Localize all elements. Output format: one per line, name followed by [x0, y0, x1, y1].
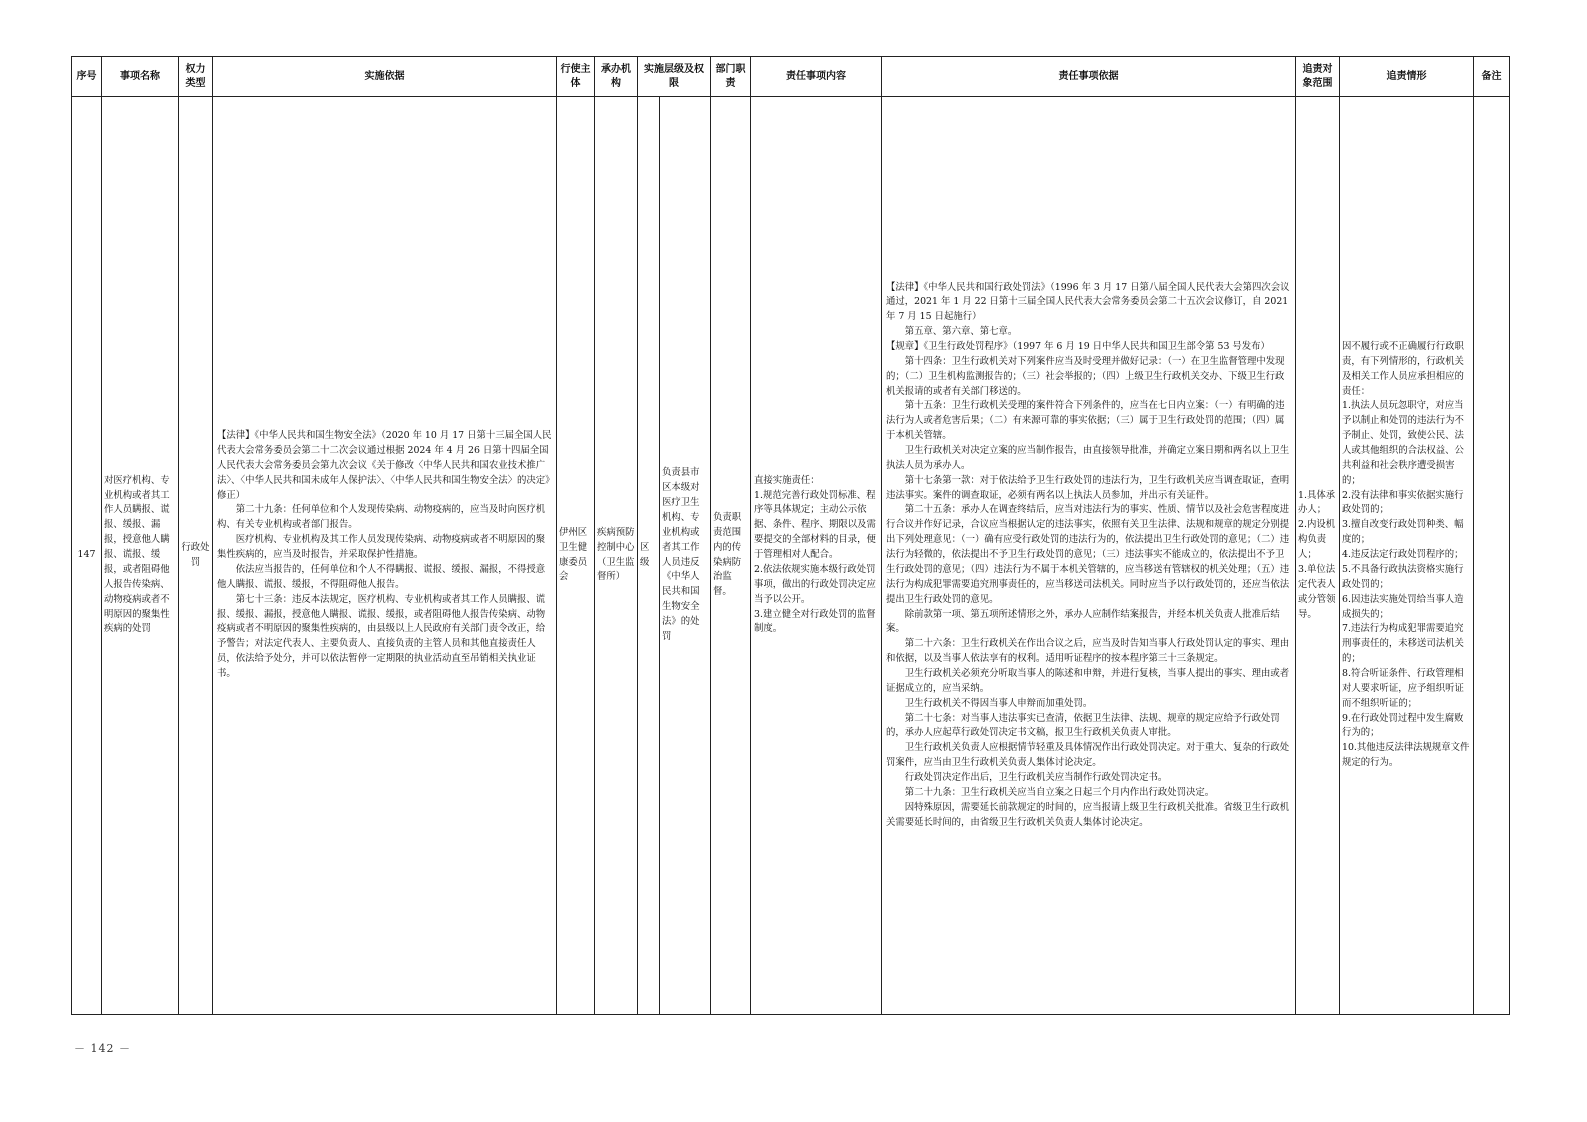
header-scope: 追责对象范围: [1296, 57, 1340, 97]
basis-para: 【法律】《中华人民共和国生物安全法》（2020 年 10 月 17 日第十三届全国人民代表大会常务委员会第二十二次会议通过根据 2024 年 4 月 26 日第十四届全国人民代表大会常务委员会第九次会议《关于修改〈中华人民共和国农业技术推广法〉、〈中华人民共和国未成年人保护法〉、〈中华人民共和国生物安全法〉的决定》修正）: [217, 430, 552, 501]
resp-content-para: 直接实施责任：: [754, 474, 820, 486]
cell-duty: 负责职责范围内的传染病防治监督。: [711, 97, 751, 1015]
header-subject: 行使主体: [557, 57, 595, 97]
cell-level-a: 区级: [638, 97, 660, 1015]
resp-basis-para: 第二十九条：卫生行政机关应当自立案之日起三个月内作出行政处罚决定。: [904, 786, 1215, 798]
basis-para: 第二十九条：任何单位和个人发现传染病、动物疫病的，应当及时向医疗机构、有关专业机构或者部门报告。: [217, 504, 546, 531]
table-row: [72, 97, 1510, 1015]
header-organ: 承办机构: [595, 57, 638, 97]
header-resp-basis: 责任事项依据: [882, 57, 1296, 97]
situation-item: 7.违法行为构成犯罪需要追究刑事责任的，未移送司法机关的；: [1342, 623, 1464, 665]
situation-item: 因不履行或不正确履行行政职责，有下列情形的，行政机关及相关工作人员应承担相应的责任：: [1342, 341, 1464, 397]
situation-item: 10.其他违反法律法规规章文件规定的行为。: [1342, 742, 1470, 769]
resp-content-para: 2.依法依规实施本级行政处罚事项，做出的行政处罚决定应当予以公开。: [754, 563, 876, 605]
cell-subject: 伊州区卫生健康委员会: [557, 97, 595, 1015]
header-remark: 备注: [1474, 57, 1510, 97]
resp-basis-para: 第二十六条：卫生行政机关在作出合议之后，应当及时告知当事人行政处罚认定的事实、理由和依据，以及当事人依法享有的权利。适用听证程序的按本程序第三十三条规定。: [886, 638, 1290, 665]
cell-name: 对医疗机构、专业机构或者其工作人员瞒报、谎报、缓报、漏报，授意他人瞒报、谎报、缓报，或者阻碍他人报告传染病、动物疫病或者不明原因的聚集性疾病的处罚: [102, 97, 179, 1015]
situation-item: 9.在行政处罚过程中发生腐败行为的；: [1342, 712, 1464, 739]
resp-basis-para: 【法律】《中华人民共和国行政处罚法》（1996 年 3 月 17 日第八届全国人民代表大会第四次会议通过，2021 年 1 月 22 日第十三届全国人民代表大会常务委员会第二十五次会议修订，自 2021 年 7 月 15 日起施行）: [886, 281, 1290, 323]
header-level: 实施层级及权限: [638, 57, 711, 97]
header-row: [72, 57, 1510, 97]
basis-para: 医疗机构、专业机构及其工作人员发现传染病、动物疫病或者不明原因的聚集性疾病的，应当及时报告，并采取保护性措施。: [217, 534, 546, 561]
situation-item: 6.因违法实施处罚给当事人造成损失的；: [1342, 593, 1464, 620]
cell-basis: [213, 97, 557, 1015]
resp-basis-para: 卫生行政机关不得因当事人申辩而加重处罚。: [904, 697, 1093, 709]
resp-content-para: 3.建立健全对行政处罚的监督制度。: [754, 608, 876, 635]
header-situation: 追责情形: [1340, 57, 1474, 97]
resp-basis-para: 卫生行政机关必须充分听取当事人的陈述和申辩，并进行复核，当事人提出的事实、理由或者证据成立的，应当采纳。: [886, 667, 1290, 694]
resp-basis-para: 卫生行政机关负责人应根据情节轻重及具体情况作出行政处罚决定。对于重大、复杂的行政处罚案件，应当由卫生行政机关负责人集体讨论决定。: [886, 742, 1290, 769]
header-seq: 序号: [72, 57, 102, 97]
scope-item: 1.具体承办人；: [1298, 489, 1336, 516]
situation-item: 5.不具备行政执法资格实施行政处罚的；: [1342, 563, 1464, 590]
scope-item: 2.内设机构负责人；: [1298, 519, 1336, 561]
cell-resp-content: [751, 97, 882, 1015]
cell-remark: [1474, 97, 1510, 1015]
cell-situation: [1340, 97, 1474, 1015]
resp-basis-para: 行政处罚决定作出后，卫生行政机关应当制作行政处罚决定书。: [904, 771, 1168, 783]
header-resp-content: 责任事项内容: [751, 57, 882, 97]
resp-basis-para: 因特殊原因，需要延长前款规定的时间的，应当报请上级卫生行政机关批准。省级卫生行政机关需要延长时间的，由省级卫生行政机关负责人集体讨论决定。: [886, 801, 1290, 828]
resp-basis-para: 【规章】《卫生行政处罚程序》（1997 年 6 月 19 日中华人民共和国卫生部令第 53 号发布）: [886, 341, 1270, 353]
resp-basis-para: 第二十五条：承办人在调查终结后，应当对违法行为的事实、性质、情节以及社会危害程度进行合议并作好记录，合议应当根据认定的违法事实，依照有关卫生法律、法规和规章的规定分别提出下列处理意见：（一）确有应受行政处罚的违法行为的，依法提出卫生行政处罚的意见；（二）违法行为轻微的，依法提出不予卫生行政处罚的意见；（三）违法事实不能成立的，依法提出不予卫生行政处罚的意见；（四）违法行为不属于本机关管辖的，应当移送有管辖权的机关处理；（五）违法行为构成犯罪需要追究刑事责任的，应当移送司法机关。同时应当予以行政处罚的，还应当依法提出卫生行政处罚的意见。: [886, 504, 1290, 605]
resp-basis-para: 第十五条：卫生行政机关受理的案件符合下列条件的，应当在七日内立案：（一）有明确的违法行为人或者危害后果；（二）有来源可靠的事实依据；（三）属于卫生行政处罚的范围；（四）属于本机关管辖。: [886, 400, 1285, 442]
resp-basis-para: 第十四条：卫生行政机关对下列案件应当及时受理并做好记录：（一）在卫生监督管理中发现的；（二）卫生机构监测报告的；（三）社会举报的；（四）上级卫生行政机关交办、下级卫生行政机关报请的或者有关部门移送的。: [886, 355, 1285, 397]
cell-level-b: 负责县市区本级对医疗卫生机构、专业机构或者其工作人员违反《中华人民共和国生物安全法》的处罚: [660, 97, 711, 1015]
situation-item: 2.没有法律和事实依据实施行政处罚的；: [1342, 489, 1464, 516]
situation-item: 1.执法人员玩忽职守，对应当予以制止和处罚的违法行为不予制止、处罚，致使公民、法人或其他组织的合法权益、公共利益和社会秩序遭受损害的；: [1342, 400, 1464, 486]
cell-seq: 147: [72, 97, 102, 1015]
resp-basis-para: 除前款第一项、第五项所述情形之外，承办人应制作结案报告，并经本机关负责人批准后结案。: [886, 608, 1280, 635]
header-duty: 部门职责: [711, 57, 751, 97]
basis-para: 依法应当报告的，任何单位和个人不得瞒报、谎报、缓报、漏报，不得授意他人瞒报、谎报、缓报，不得阻碍他人报告。: [217, 563, 546, 590]
situation-item: 3.擅自改变行政处罚种类、幅度的；: [1342, 519, 1464, 546]
resp-basis-para: 第二十七条：对当事人违法事实已查清，依据卫生法律、法规、规章的规定应给予行政处罚的，承办人应起草行政处罚决定书文稿，报卫生行政机关负责人审批。: [886, 712, 1280, 739]
resp-basis-para: 第五章、第六章、第七章。: [904, 326, 1018, 338]
cell-resp-basis: [882, 97, 1296, 1015]
page-number: － 142 －: [74, 1042, 131, 1055]
header-power-type: 权力类型: [179, 57, 213, 97]
resp-content-para: 1.规范完善行政处罚标准、程序等具体规定；主动公示依据、条件、程序、期限以及需要提交的全部材料的目录，便于管理相对人配合。: [754, 489, 876, 561]
resp-basis-para: 卫生行政机关对决定立案的应当制作报告，由直接领导批准，并确定立案日期和两名以上卫生执法人员为承办人。: [886, 445, 1290, 471]
cell-organ: 疾病预防控制中心（卫生监督所）: [595, 97, 638, 1015]
situation-item: 4.违反法定行政处罚程序的；: [1342, 549, 1464, 561]
header-basis: 实施依据: [213, 57, 557, 97]
basis-para: 第七十三条：违反本法规定，医疗机构、专业机构或者其工作人员瞒报、谎报、缓报、漏报，授意他人瞒报、谎报、缓报，或者阻碍他人报告传染病、动物疫病或者不明原因的聚集性疾病的，由县级以上人民政府有关部门责令改正，给予警告；对法定代表人、主要负责人、直接负责的主管人员和其他直接责任人员，依法给予处分，并可以依法暂停一定期限的执业活动直至吊销相关执业证书。: [217, 593, 546, 679]
header-name: 事项名称: [102, 57, 179, 97]
scope-item: 3.单位法定代表人或分管领导。: [1298, 563, 1336, 620]
cell-power-type: 行政处罚: [179, 97, 213, 1015]
cell-scope: [1296, 97, 1340, 1015]
resp-basis-para: 第十七条第一款：对于依法给予卫生行政处罚的违法行为，卫生行政机关应当调查取证，查明违法事实。案件的调查取证，必须有两名以上执法人员参加，并出示有关证件。: [886, 474, 1290, 501]
responsibility-table: [71, 56, 1510, 1015]
situation-item: 8.符合听证条件、行政管理相对人要求听证，应予组织听证而不组织听证的；: [1342, 667, 1464, 709]
